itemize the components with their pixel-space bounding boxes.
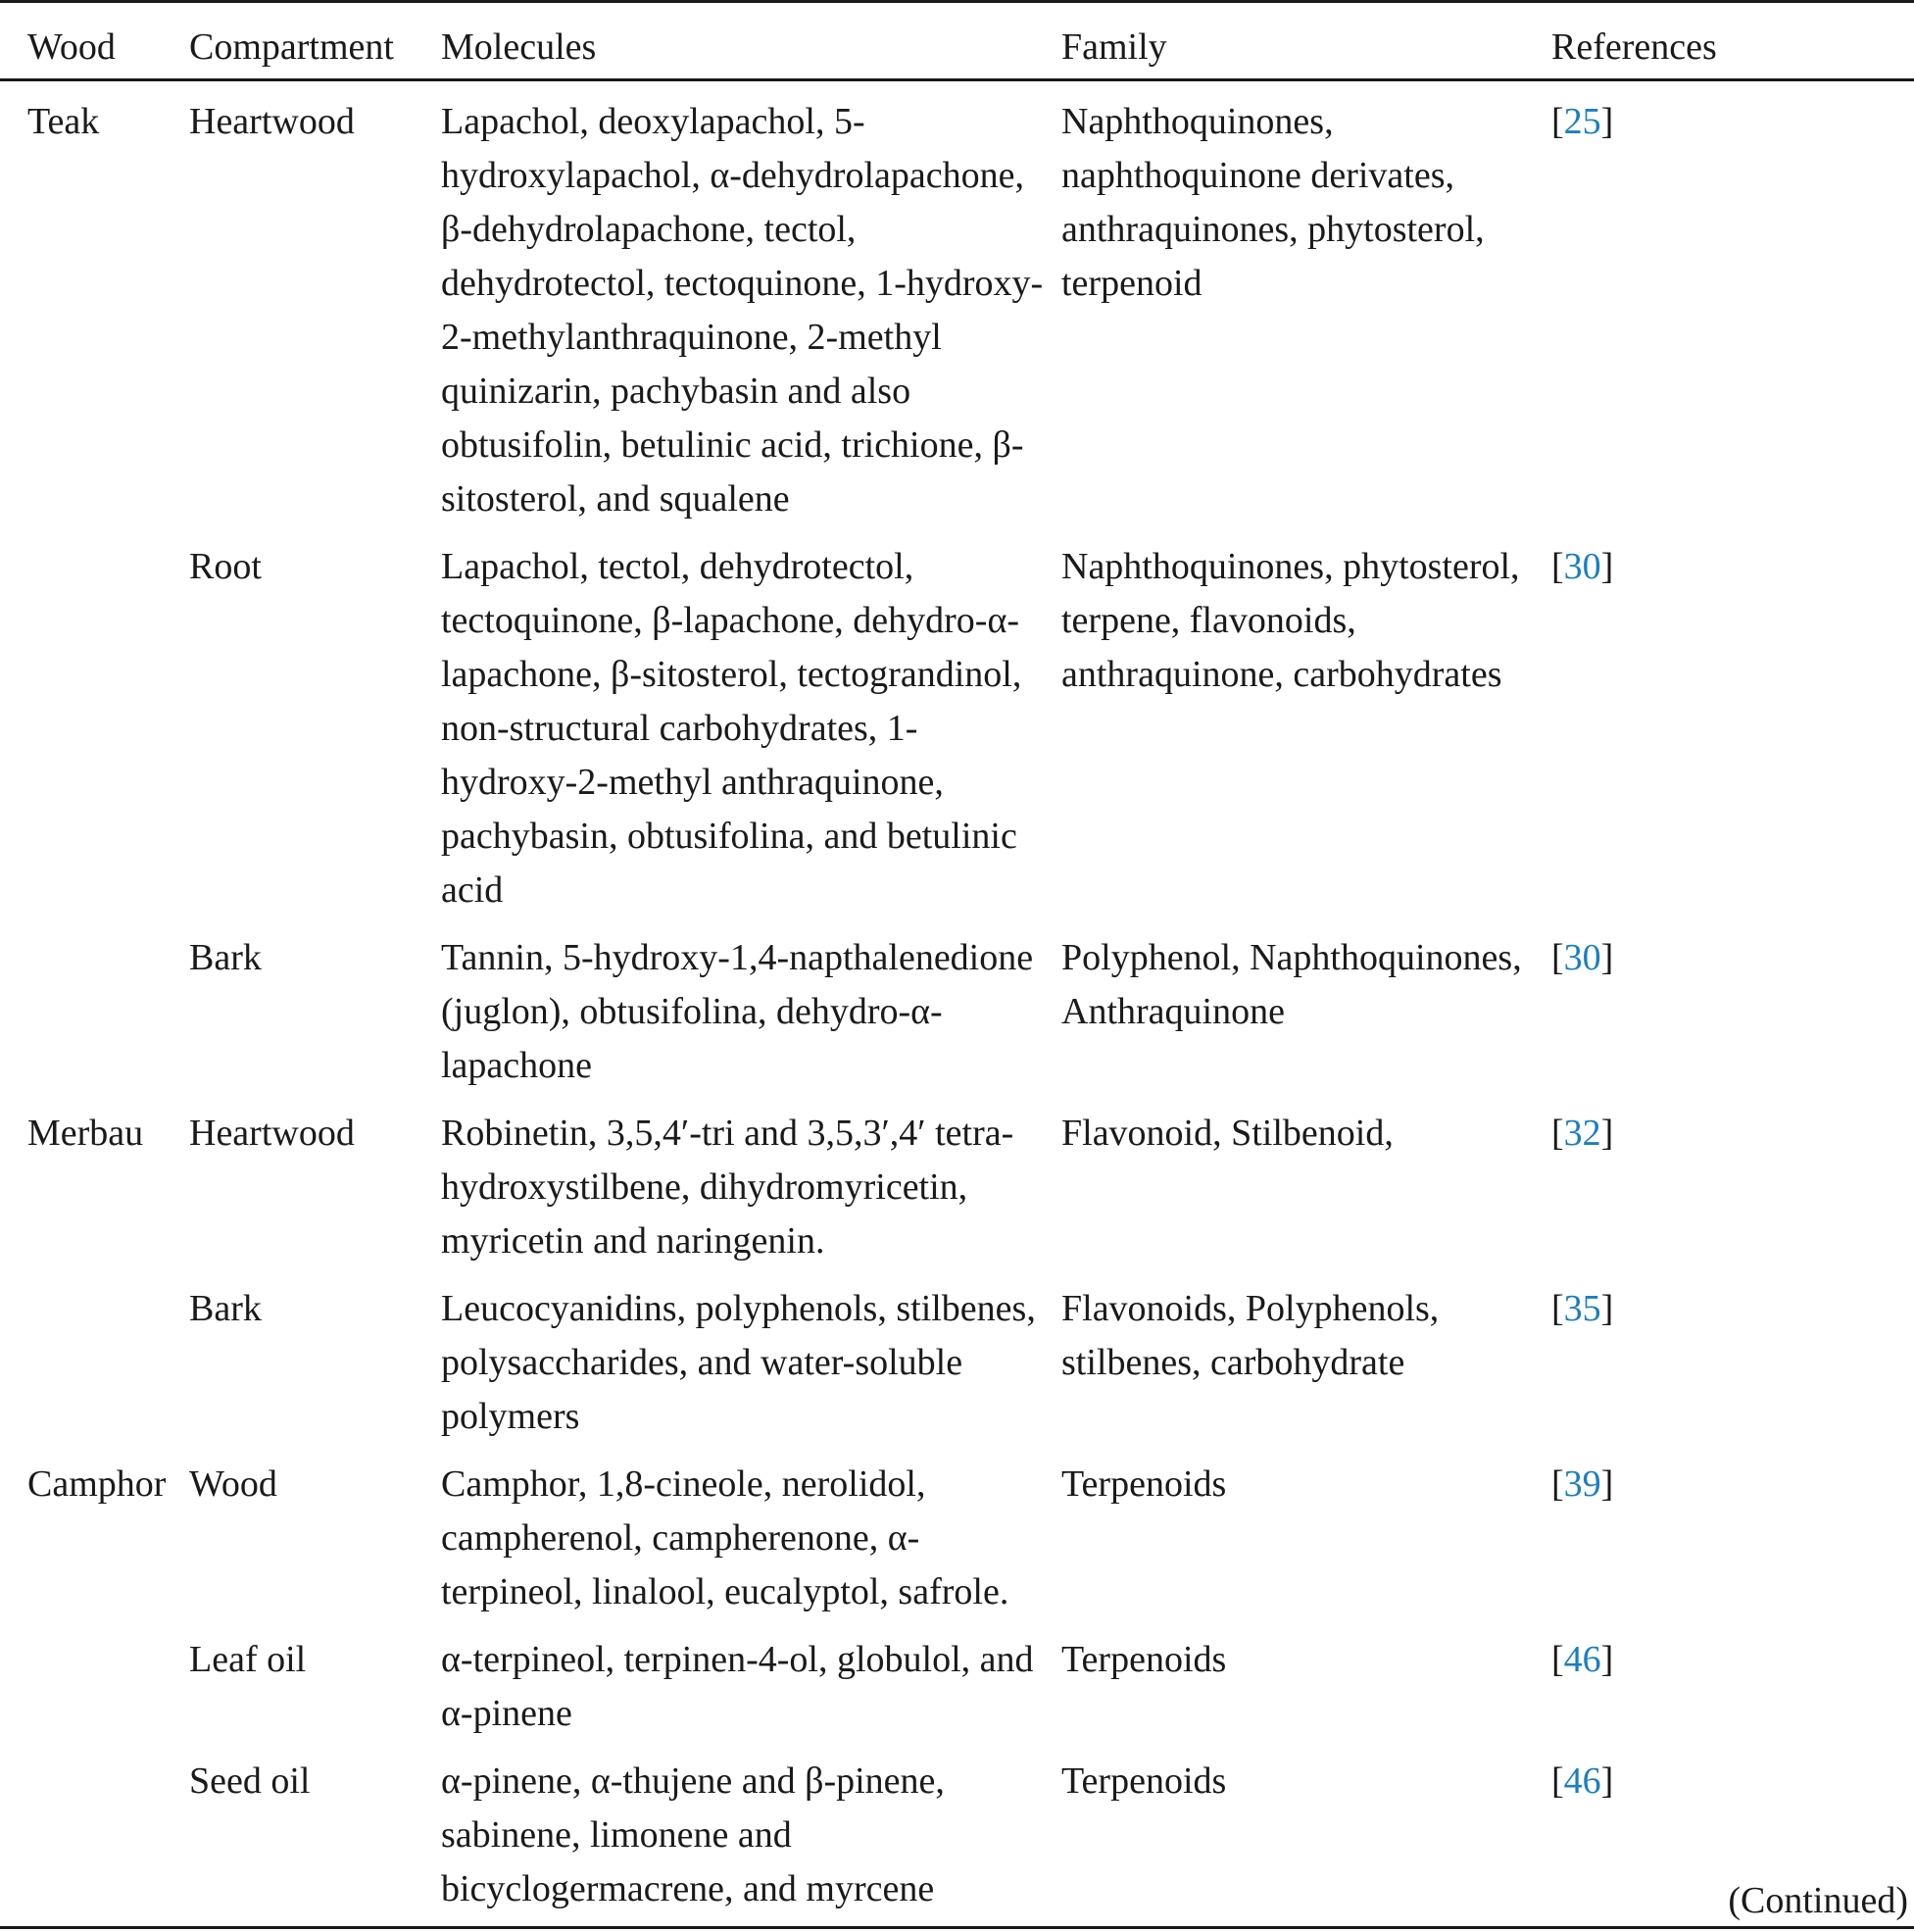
- cell-wood: Merbau: [27, 1113, 144, 1154]
- cell-compartment: Heartwood: [189, 101, 355, 142]
- cell-reference: [46]: [1551, 1639, 1614, 1680]
- cell-wood: [0, 526, 189, 917]
- cell-compartment: Root: [189, 546, 262, 587]
- table-row: [0, 1619, 1914, 1741]
- cell-wood: [0, 1741, 189, 1928]
- cell-family: Naphthoquinones, phytosterol, terpene, flavonoids, anthraquinone, carbohydrates: [1061, 546, 1520, 695]
- table-row: [0, 526, 1914, 917]
- cell-molecules: Lapachol, deoxylapachol, 5-hydroxylapachol, α-dehydrolapachone, β-dehydrolapachone, tectol, dehydrotectol, tectoquinone, 1-hydroxy-2-methylanthraquinone, 2-methyl quinizarin, pachybasin and also obtusifolin, betulinic acid, trichione, β-sitosterol, and squalene: [441, 101, 1044, 520]
- cell-compartment: Wood: [189, 1463, 277, 1505]
- cell-molecules: Tannin, 5-hydroxy-1,4-napthalenedione (juglon), obtusifolina, dehydro-α-lapachone: [441, 937, 1034, 1086]
- cell-wood: [0, 917, 189, 1093]
- cell-family: Terpenoids: [1061, 1741, 1551, 1928]
- table-row: [0, 1093, 1914, 1268]
- cell-compartment: Seed oil: [189, 1741, 441, 1928]
- table-row: [0, 80, 1914, 527]
- cell-family: Terpenoids: [1061, 1463, 1227, 1505]
- reference-link[interactable]: 35: [1563, 1288, 1601, 1329]
- cell-family: Flavonoids, Polyphenols, stilbenes, carbohydrate: [1061, 1288, 1440, 1383]
- reference-link[interactable]: 46: [1563, 1760, 1601, 1802]
- cell-reference: [35]: [1551, 1288, 1614, 1329]
- cell-reference: [25]: [1551, 101, 1614, 142]
- cell-compartment: Leaf oil: [189, 1639, 307, 1680]
- cell-molecules: Lapachol, tectol, dehydrotectol, tectoquinone, β-lapachone, dehydro-α-lapachone, β-sitosterol, tectograndinol, non-structural carbohydrates, 1-hydroxy-2-methyl anthraquinone, pachybasin, obtusifolina, and betulinic acid: [441, 546, 1022, 911]
- cell-molecules: Camphor, 1,8-cineole, nerolidol, campherenol, campherenone, α-terpineol, linalool, eucalyptol, safrole.: [441, 1463, 1009, 1612]
- cell-family: Terpenoids: [1061, 1639, 1227, 1680]
- cell-family: Polyphenol, Naphthoquinones, Anthraquinone: [1061, 937, 1522, 1032]
- reference-link[interactable]: 46: [1563, 1639, 1601, 1680]
- cell-reference: [32]: [1551, 1113, 1614, 1154]
- cell-molecules: Robinetin, 3,5,4′-tri and 3,5,3′,4′ tetra-hydroxystilbene, dihydromyricetin, myricetin and naringenin.: [441, 1113, 1014, 1262]
- cell-molecules: α-pinene, α-thujene and β-pinene, sabinene, limonene and bicyclogermacrene, and myrcene: [441, 1741, 1061, 1928]
- reference-link[interactable]: 25: [1563, 101, 1601, 142]
- reference-link[interactable]: 30: [1563, 937, 1601, 978]
- header-wood: Wood: [0, 2, 189, 80]
- cell-compartment: Bark: [189, 937, 262, 978]
- reference-link[interactable]: 39: [1563, 1463, 1601, 1505]
- cell-reference: [39]: [1551, 1463, 1614, 1505]
- cell-molecules: Leucocyanidins, polyphenols, stilbenes, polysaccharides, and water-soluble polymers: [441, 1288, 1036, 1437]
- cell-wood: Teak: [27, 101, 100, 142]
- table-row: [0, 1444, 1914, 1619]
- cell-compartment: Heartwood: [189, 1113, 355, 1154]
- header-row: [0, 2, 1914, 80]
- cell-reference: [30]: [1551, 937, 1614, 978]
- cell-reference: [46]: [1551, 1741, 1914, 1928]
- cell-wood: Camphor: [27, 1463, 167, 1505]
- table-header: [0, 2, 1914, 80]
- header-molecules: Molecules: [441, 2, 1061, 80]
- reference-link[interactable]: 30: [1563, 546, 1601, 587]
- cell-wood: [0, 1619, 189, 1741]
- reference-link[interactable]: 32: [1563, 1113, 1601, 1154]
- cell-family: Naphthoquinones, naphthoquinone derivates, anthraquinones, phytosterol, terpenoid: [1061, 101, 1485, 304]
- table-row: [0, 1741, 1914, 1928]
- header-family: Family: [1061, 2, 1551, 80]
- header-references: References: [1551, 2, 1914, 80]
- header-compartment: Compartment: [189, 2, 441, 80]
- cell-reference: [30]: [1551, 546, 1614, 587]
- cell-molecules: α-terpineol, terpinen-4-ol, globulol, and α-pinene: [441, 1639, 1034, 1734]
- continued-note: (Continued): [1728, 1880, 1908, 1921]
- cell-compartment: Bark: [189, 1288, 262, 1329]
- table-body: [0, 80, 1914, 1928]
- table-row: [0, 917, 1914, 1093]
- cell-wood: [0, 1268, 189, 1444]
- table-row: [0, 1268, 1914, 1444]
- cell-family: Flavonoid, Stilbenoid,: [1061, 1113, 1394, 1154]
